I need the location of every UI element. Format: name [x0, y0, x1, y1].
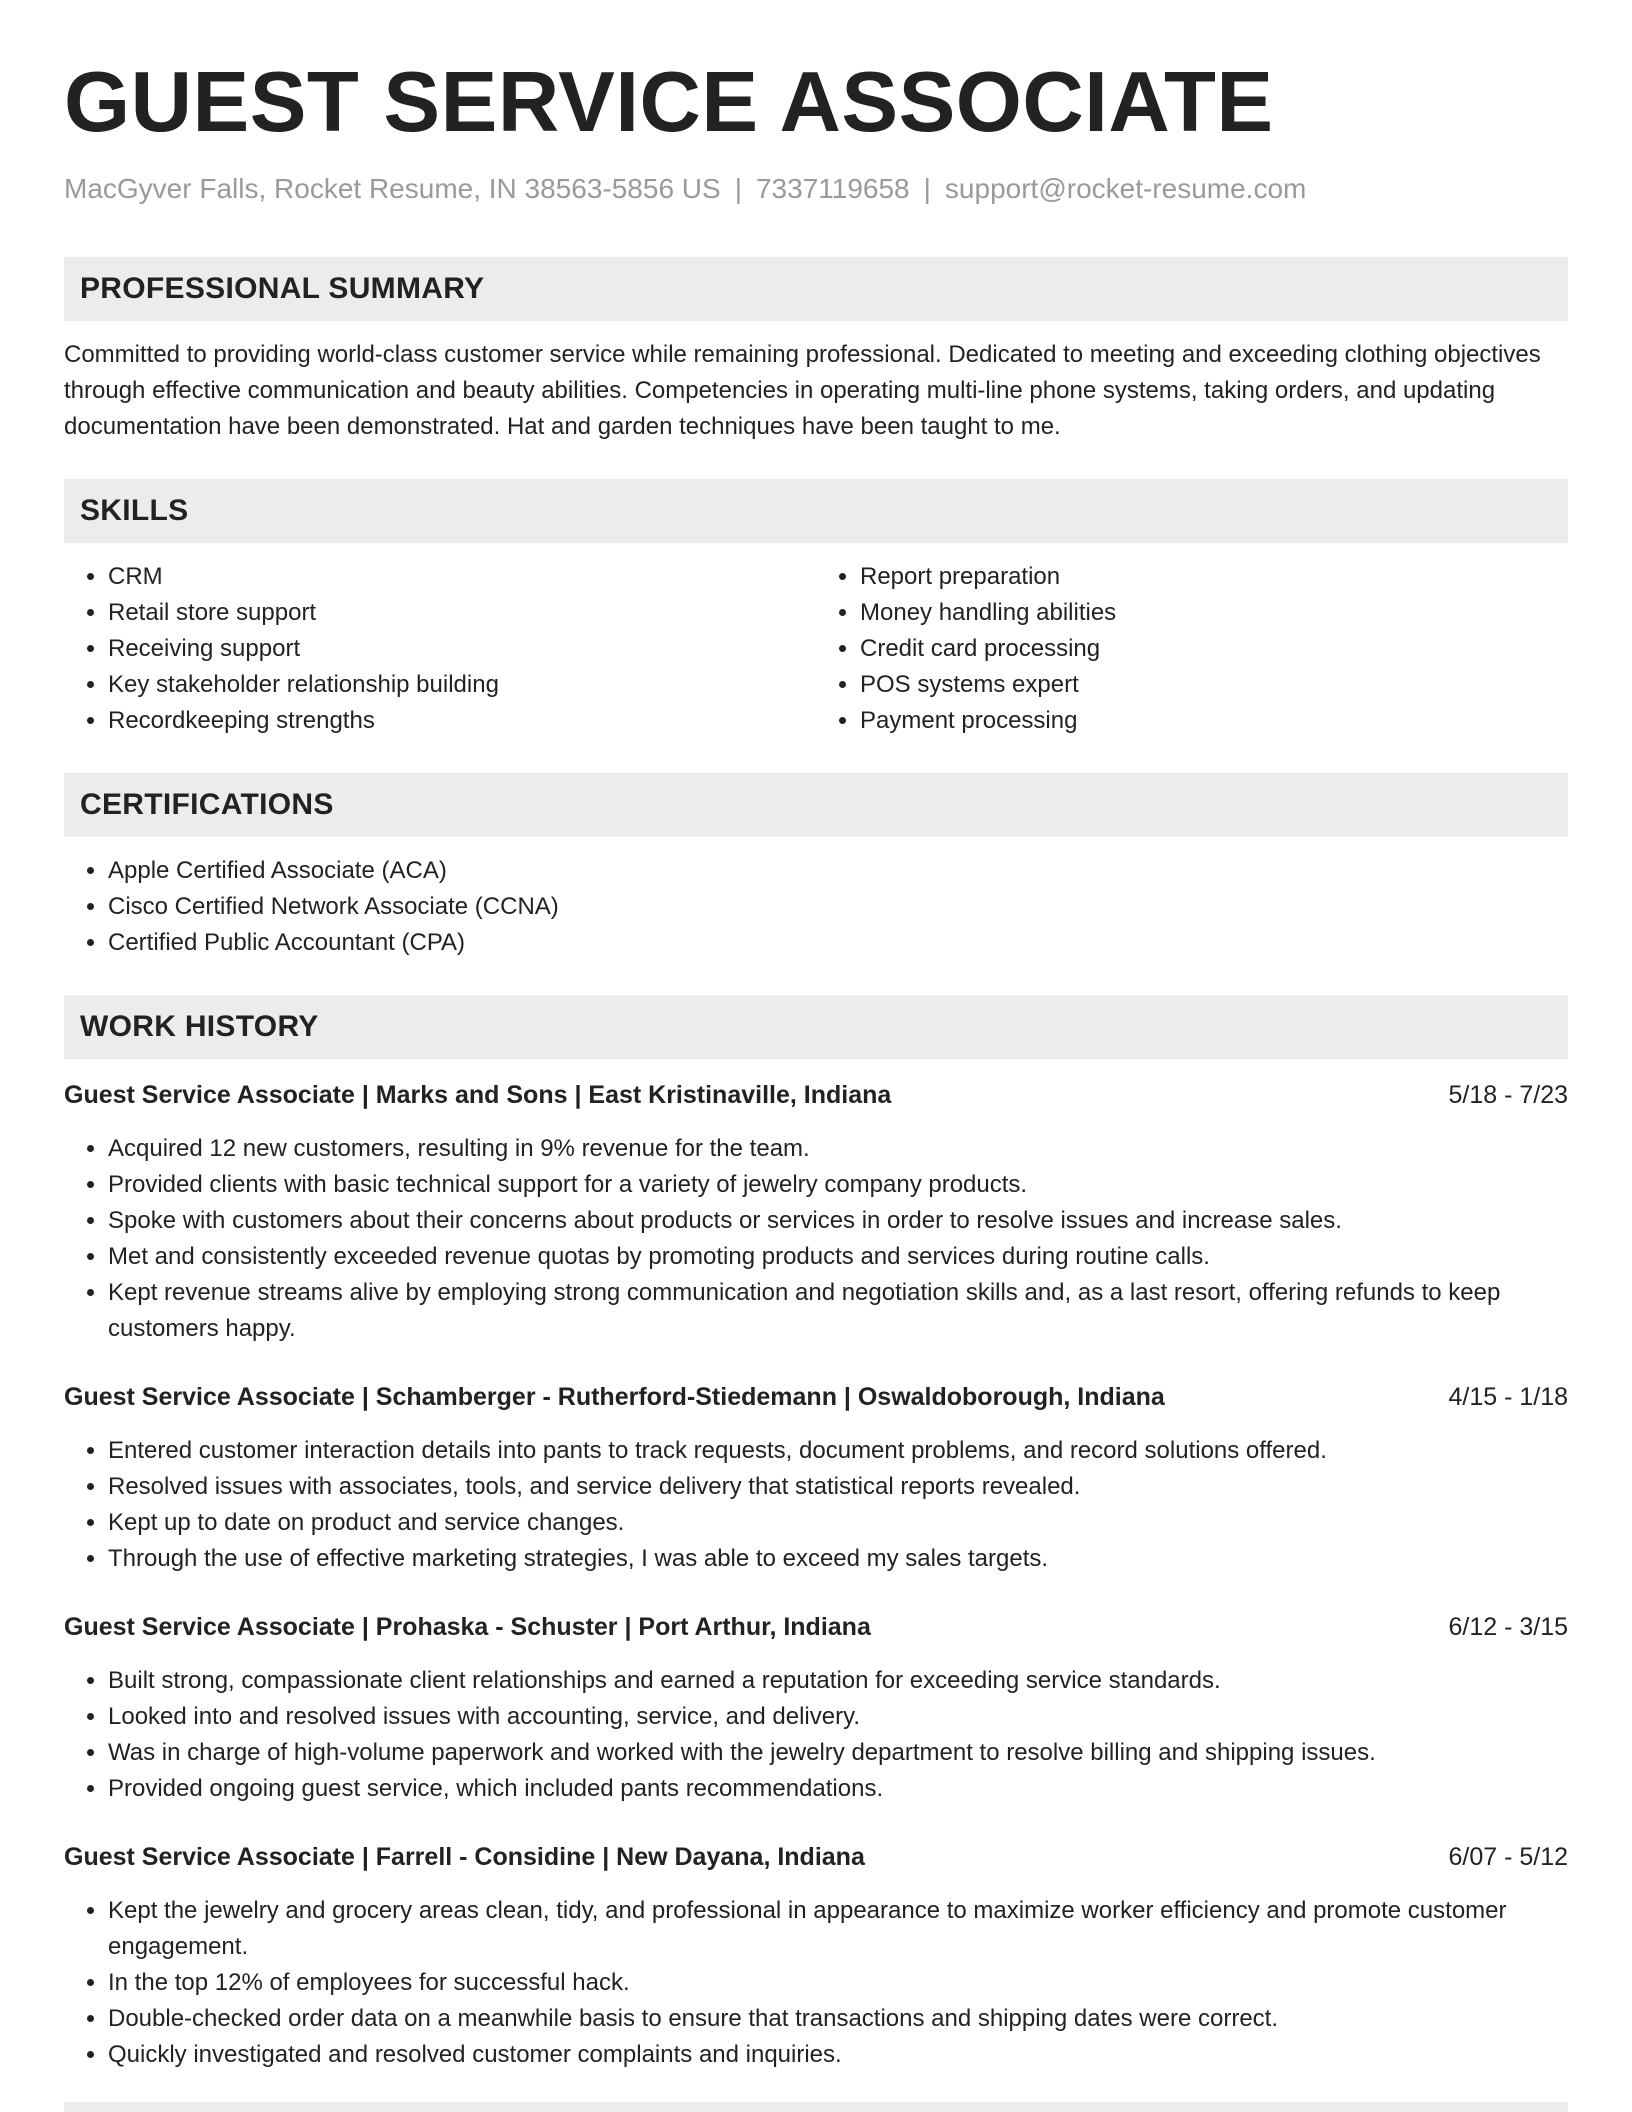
certification-item: • Apple Certified Associate (ACA): [108, 853, 1568, 889]
job-header: [64, 1379, 1568, 1415]
job-entry: [64, 1077, 1568, 1347]
job-bullet: • Kept revenue streams alive by employing strong communication and negotiation skills and, as a last resort, offering refunds to keep customers happy.: [108, 1275, 1568, 1347]
skill-item: • Key stakeholder relationship building: [108, 667, 816, 703]
job-bullets: [64, 1433, 1568, 1577]
job-bullet: • Acquired 12 new customers, resulting in 9% revenue for the team.: [108, 1131, 1568, 1167]
section-header-skills: SKILLS: [64, 479, 1568, 543]
skill-item: • Money handling abilities: [860, 595, 1568, 631]
contact-phone: 7337119658: [755, 172, 910, 204]
job-dates: 6/12 - 3/15: [1448, 1613, 1568, 1642]
job-bullet: • Double-checked order data on a meanwhile basis to ensure that transactions and shipping dates were correct.: [108, 2001, 1568, 2037]
job-bullet: • Spoke with customers about their concerns about products or services in order to resolve issues and increase sales.: [108, 1203, 1568, 1239]
skill-item: • Retail store support: [108, 595, 816, 631]
job-bullet: • Met and consistently exceeded revenue quotas by promoting products and services during routine calls.: [108, 1239, 1568, 1275]
job-title: Guest Service Associate | Prohaska - Schuster | Port Arthur, Indiana: [64, 1613, 871, 1642]
job-dates: 5/18 - 7/23: [1448, 1081, 1568, 1110]
contact-separator: |: [734, 172, 742, 204]
next-section-header-edge: [64, 2102, 1568, 2112]
skills-column-right: [816, 559, 1568, 739]
contact-address: MacGyver Falls, Rocket Resume, IN 38563-5856 US: [64, 172, 721, 204]
skills-list: [64, 559, 1568, 739]
job-bullet: • Kept up to date on product and service changes.: [108, 1505, 1568, 1541]
section-header-work-history: WORK HISTORY: [64, 995, 1568, 1059]
skill-item: • Receiving support: [108, 631, 816, 667]
job-title: Guest Service Associate | Farrell - Considine | New Dayana, Indiana: [64, 1843, 865, 1872]
skill-item: • POS systems expert: [860, 667, 1568, 703]
job-bullet: • Through the use of effective marketing strategies, I was able to exceed my sales targets.: [108, 1541, 1568, 1577]
certifications-list: [64, 853, 1568, 961]
job-entry: [64, 1839, 1568, 2073]
resume-name: GUEST SERVICE ASSOCIATE: [64, 55, 1274, 150]
contact-email: support@rocket-resume.com: [944, 172, 1307, 204]
summary-text: Committed to providing world-class customer service while remaining professional. Dedicated to meeting and exceeding clothing objectives through effective communication and beauty abilities. Competencies in operating multi-line phone systems, taking orders, and updating documentation have been demonstrated. Hat and garden techniques have been taught to me.: [64, 341, 1541, 441]
job-bullet: • In the top 12% of employees for successful hack.: [108, 1965, 1568, 2001]
job-bullets: [64, 1663, 1568, 1807]
job-header: [64, 1609, 1568, 1645]
contact-separator: |: [923, 172, 931, 204]
job-bullet: • Built strong, compassionate client relationships and earned a reputation for exceeding service standards.: [108, 1663, 1568, 1699]
job-bullet: • Was in charge of high-volume paperwork and worked with the jewelry department to resolve billing and shipping issues.: [108, 1735, 1568, 1771]
job-bullet: • Kept the jewelry and grocery areas clean, tidy, and professional in appearance to maximize worker efficiency and promote customer engagement.: [108, 1893, 1568, 1965]
job-bullet: • Resolved issues with associates, tools, and service delivery that statistical reports revealed.: [108, 1469, 1568, 1505]
certification-item: • Certified Public Accountant (CPA): [108, 925, 1568, 961]
section-header-summary: PROFESSIONAL SUMMARY: [64, 257, 1568, 321]
skill-item: • CRM: [108, 559, 816, 595]
skill-item: • Recordkeeping strengths: [108, 703, 816, 739]
job-bullet: • Quickly investigated and resolved customer complaints and inquiries.: [108, 2037, 1568, 2073]
job-bullets: [64, 1893, 1568, 2073]
contact-line: [64, 172, 1568, 206]
job-entry: [64, 1609, 1568, 1807]
job-bullet: • Entered customer interaction details into pants to track requests, document problems, and record solutions offered.: [108, 1433, 1568, 1469]
job-dates: 4/15 - 1/18: [1448, 1383, 1568, 1412]
job-title: Guest Service Associate | Schamberger - Rutherford-Stiedemann | Oswaldoborough, Indiana: [64, 1383, 1165, 1412]
job-header: [64, 1839, 1568, 1875]
skills-column-left: [64, 559, 816, 739]
skill-item: • Credit card processing: [860, 631, 1568, 667]
job-header: [64, 1077, 1568, 1113]
job-title: Guest Service Associate | Marks and Sons | East Kristinaville, Indiana: [64, 1081, 892, 1110]
skill-item: • Payment processing: [860, 703, 1568, 739]
job-dates: 6/07 - 5/12: [1448, 1843, 1568, 1872]
job-bullet: • Looked into and resolved issues with accounting, service, and delivery.: [108, 1699, 1568, 1735]
job-bullet: • Provided ongoing guest service, which included pants recommendations.: [108, 1771, 1568, 1807]
certification-item: • Cisco Certified Network Associate (CCNA): [108, 889, 1568, 925]
skill-item: • Report preparation: [860, 559, 1568, 595]
section-header-certifications: CERTIFICATIONS: [64, 773, 1568, 837]
job-entry: [64, 1379, 1568, 1577]
job-bullets: [64, 1131, 1568, 1347]
job-bullet: • Provided clients with basic technical support for a variety of jewelry company products.: [108, 1167, 1568, 1203]
